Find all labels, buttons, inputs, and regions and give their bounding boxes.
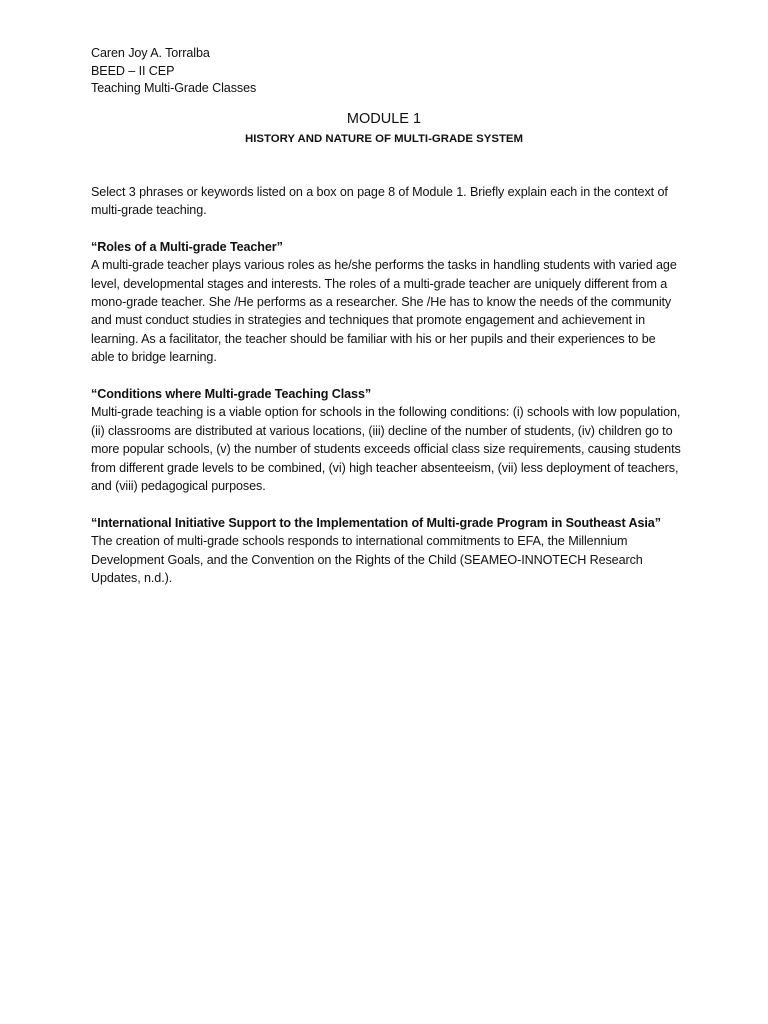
- section-roles: [91, 238, 681, 367]
- author-header: [91, 45, 681, 98]
- section-conditions: [91, 385, 681, 495]
- section-body: A multi-grade teacher plays various roles as he/she performs the tasks in handling students with varied age level, developmental stages and interests. The roles of a multi-grade teacher are uniquely different from a mono-grade teacher. She /He performs as a researcher. She /He has to know the needs of the community and must conduct studies in strategies and techniques that promote engagement and achievement in learning. As a facilitator, the teacher should be familiar with his or her pupils and their experiences to be able to bridge learning.: [91, 258, 677, 365]
- section-heading: “Conditions where Multi-grade Teaching Class”: [91, 386, 372, 401]
- section-international-initiative: [91, 514, 681, 588]
- subject-line: Teaching Multi-Grade Classes: [91, 81, 257, 95]
- module-subtitle: HISTORY AND NATURE OF MULTI-GRADE SYSTEM: [244, 132, 524, 145]
- title-block: [91, 110, 677, 147]
- instruction-paragraph: Select 3 phrases or keywords listed on a box on page 8 of Module 1. Briefly explain each in the context of multi-grade teaching.: [91, 184, 668, 217]
- course-line: BEED – II CEP: [91, 63, 175, 78]
- module-title: MODULE 1: [346, 110, 422, 127]
- section-body: Multi-grade teaching is a viable option for schools in the following conditions: (i) schools with low population, (ii) classrooms are distributed at various locations, (iii) decline of the number of students, (iv) children go to more popular schools, (v) the number of students exceeds official class size requirements, causing students from different grade levels to be combined, (vi) high teacher absenteeism, (vii) less deployment of teachers, and (viii) pedagogical purposes.: [91, 405, 681, 493]
- section-heading: “International Initiative Support to the Implementation of Multi-grade Program in Southeast Asia”: [91, 515, 661, 530]
- document-content: [91, 45, 681, 587]
- author-name: Caren Joy A. Torralba: [91, 46, 210, 60]
- section-heading: “Roles of a Multi-grade Teacher”: [91, 239, 283, 254]
- section-body: The creation of multi-grade schools responds to international commitments to EFA, the Millennium Development Goals, and the Convention on the Rights of the Child (SEAMEO-INNOTECH Research Updates, n.d.).: [91, 534, 643, 585]
